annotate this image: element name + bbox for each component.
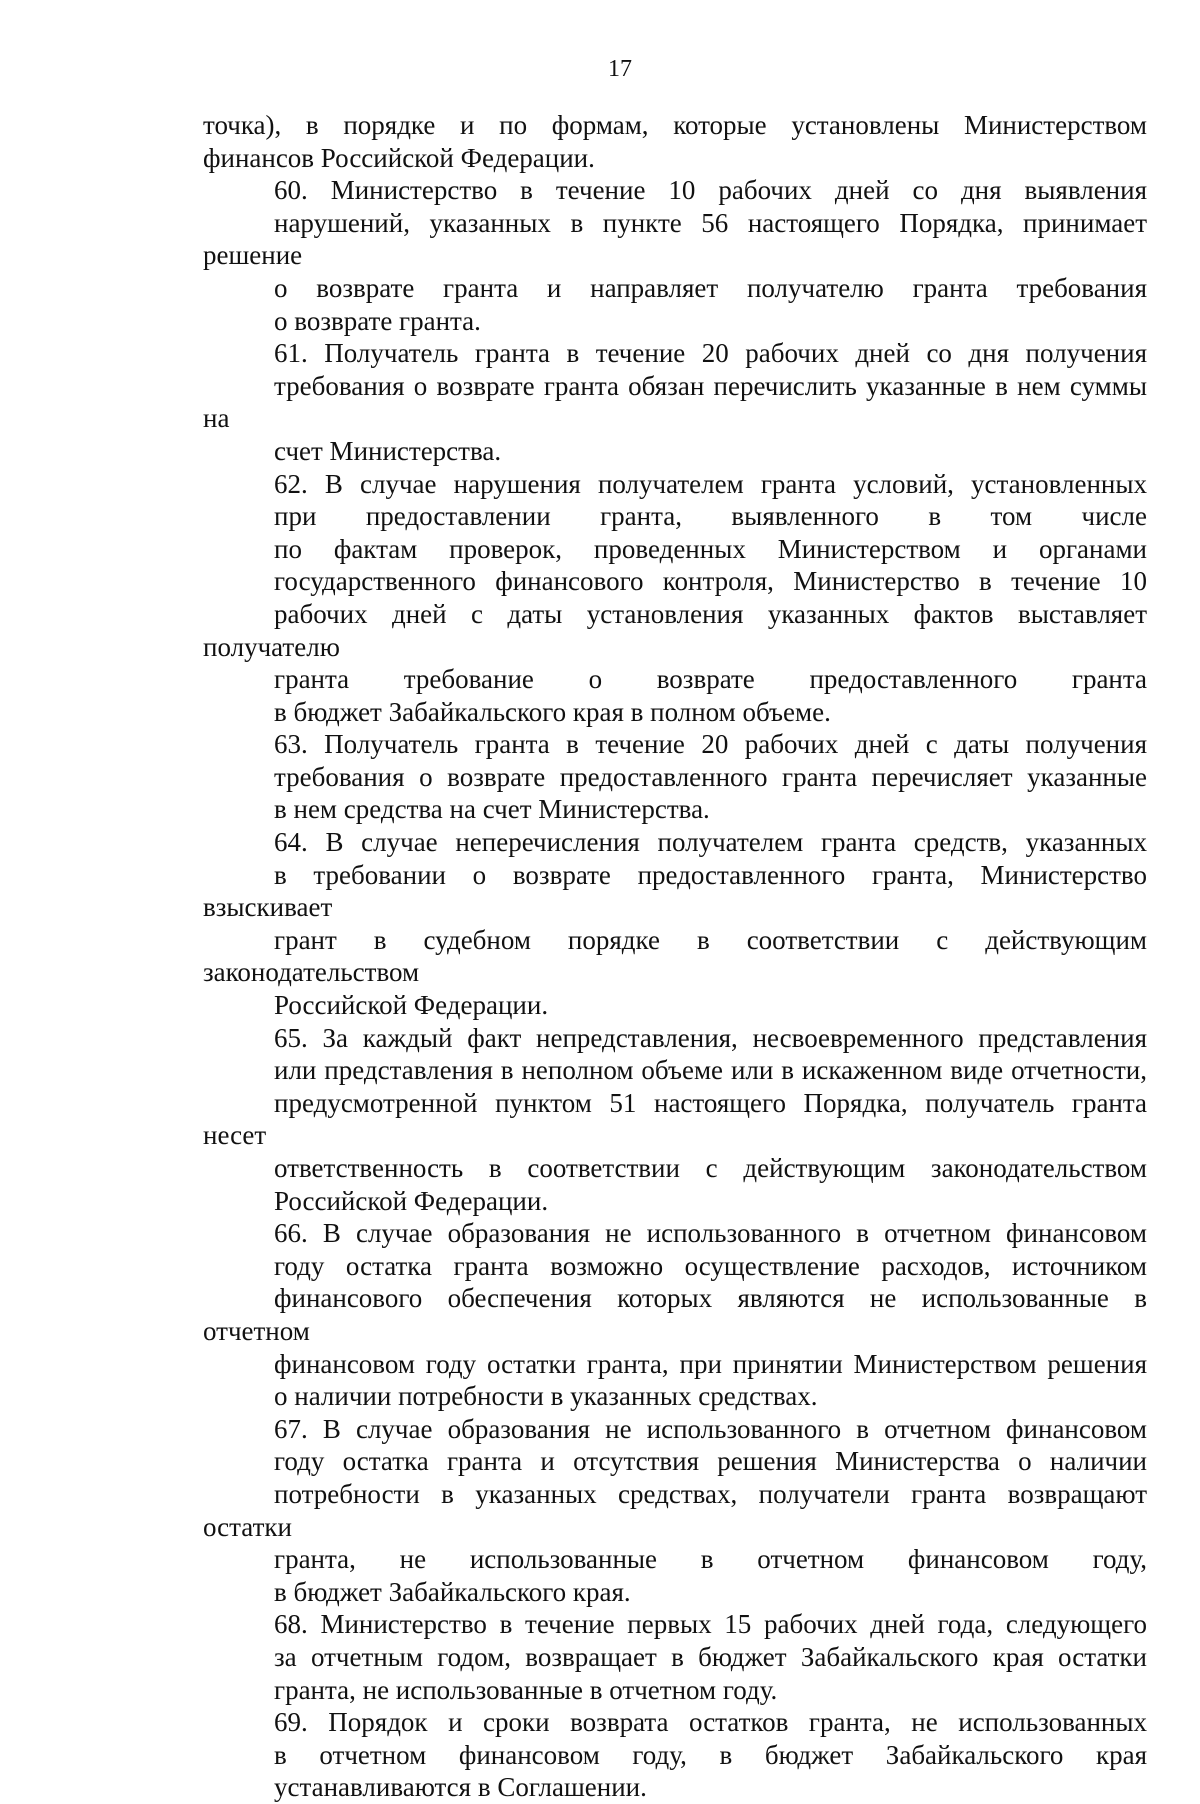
text-line: счет Министерства.	[274, 435, 502, 466]
text-line: требования о возврате гранта обязан перечислить указанные в нем суммы на	[203, 370, 1147, 434]
text-line: о возврате гранта.	[274, 305, 481, 336]
text-line: финансового обеспечения которых являются не использованные в отчетном	[203, 1283, 1147, 1346]
text-line: финансов Российской Федерации.	[203, 142, 595, 173]
text-line: 61. Получатель гранта в течение 20 рабочих дней со дня получения	[274, 338, 1147, 369]
paragraph	[203, 109, 1147, 174]
text-line: гранта, не использованные в отчетном году.	[274, 1674, 778, 1705]
text-line: в бюджет Забайкальского края.	[274, 1576, 631, 1607]
text-line: в нем средства на счет Министерства.	[274, 794, 710, 825]
text-line: 65. За каждый факт непредставления, несвоевременного представления	[274, 1022, 1147, 1053]
text-line: 62. В случае нарушения получателем гранта условий, установленных	[274, 468, 1147, 499]
text-line: в отчетном финансовом году, в бюджет Забайкальского края	[274, 1739, 1147, 1770]
text-line: Российской Федерации.	[274, 990, 549, 1021]
paragraph	[203, 337, 1147, 467]
text-line: о наличии потребности в указанных средствах.	[274, 1381, 818, 1412]
text-line: за отчетным годом, возвращает в бюджет Забайкальского края остатки	[274, 1641, 1147, 1672]
paragraph	[203, 1022, 1147, 1218]
text-line: устанавливаются в Соглашении.	[274, 1772, 647, 1803]
text-line: 69. Порядок и сроки возврата остатков гранта, не использованных	[274, 1707, 1147, 1738]
text-line: гранта, не использованные в отчетном финансовом году,	[274, 1544, 1147, 1575]
text-line: о возврате гранта и направляет получателю гранта требования	[274, 272, 1147, 303]
text-line: грант в судебном порядке в соответствии с действующим законодательством	[203, 924, 1147, 988]
text-line: в бюджет Забайкальского края в полном объеме.	[274, 696, 831, 727]
text-line: требования о возврате предоставленного гранта перечисляет указанные	[274, 761, 1147, 792]
text-line: году остатка гранта возможно осуществление расходов, источником	[274, 1250, 1147, 1281]
text-line: точка), в порядке и по формам, которые установлены Министерством	[203, 110, 1147, 140]
text-line: Российской Федерации.	[274, 1185, 549, 1216]
text-line: 60. Министерство в течение 10 рабочих дней со дня выявления	[274, 175, 1147, 206]
paragraph	[203, 1706, 1147, 1804]
text-line: государственного финансового контроля, Министерство в течение 10	[274, 566, 1147, 597]
paragraph	[203, 826, 1147, 1022]
text-line: потребности в указанных средствах, получатели гранта возвращают остатки	[203, 1478, 1147, 1542]
text-line: ответственность в соответствии с действующим законодательством	[274, 1153, 1147, 1183]
paragraph	[203, 174, 1147, 337]
text-line: в требовании о возврате предоставленного гранта, Министерство взыскивает	[203, 859, 1147, 923]
text-line: 66. В случае образования не использованного в отчетном финансовом	[274, 1218, 1147, 1249]
text-line: 64. В случае неперечисления получателем гранта средств, указанных	[274, 827, 1147, 858]
paragraph	[203, 1413, 1147, 1609]
text-line: 63. Получатель гранта в течение 20 рабочих дней с даты получения	[274, 729, 1147, 760]
document-body	[203, 109, 1147, 1804]
page-number: 17	[608, 56, 632, 82]
text-line: 67. В случае образования не использованного в отчетном финансовом	[274, 1413, 1147, 1444]
text-line: году остатка гранта и отсутствия решения Министерства о наличии	[274, 1446, 1147, 1477]
text-line: рабочих дней с даты установления указанных фактов выставляет получателю	[203, 598, 1147, 662]
text-line: финансовом году остатки гранта, при принятии Министерством решения	[274, 1348, 1147, 1379]
paragraph	[203, 468, 1147, 729]
text-line: 68. Министерство в течение первых 15 рабочих дней года, следующего	[274, 1609, 1147, 1640]
text-line: гранта требование о возврате предоставленного гранта	[274, 664, 1147, 695]
text-line: нарушений, указанных в пункте 56 настоящего Порядка, принимает решение	[203, 207, 1147, 271]
text-line: по фактам проверок, проведенных Министерством и органами	[274, 533, 1147, 564]
paragraph	[203, 1217, 1147, 1413]
paragraph	[203, 728, 1147, 826]
text-line: при предоставлении гранта, выявленного в том числе	[274, 501, 1147, 532]
text-line: предусмотренной пунктом 51 настоящего Порядка, получатель гранта несет	[203, 1087, 1147, 1151]
paragraph	[203, 1608, 1147, 1706]
text-line: или представления в неполном объеме или в искаженном виде отчетности,	[274, 1055, 1147, 1086]
